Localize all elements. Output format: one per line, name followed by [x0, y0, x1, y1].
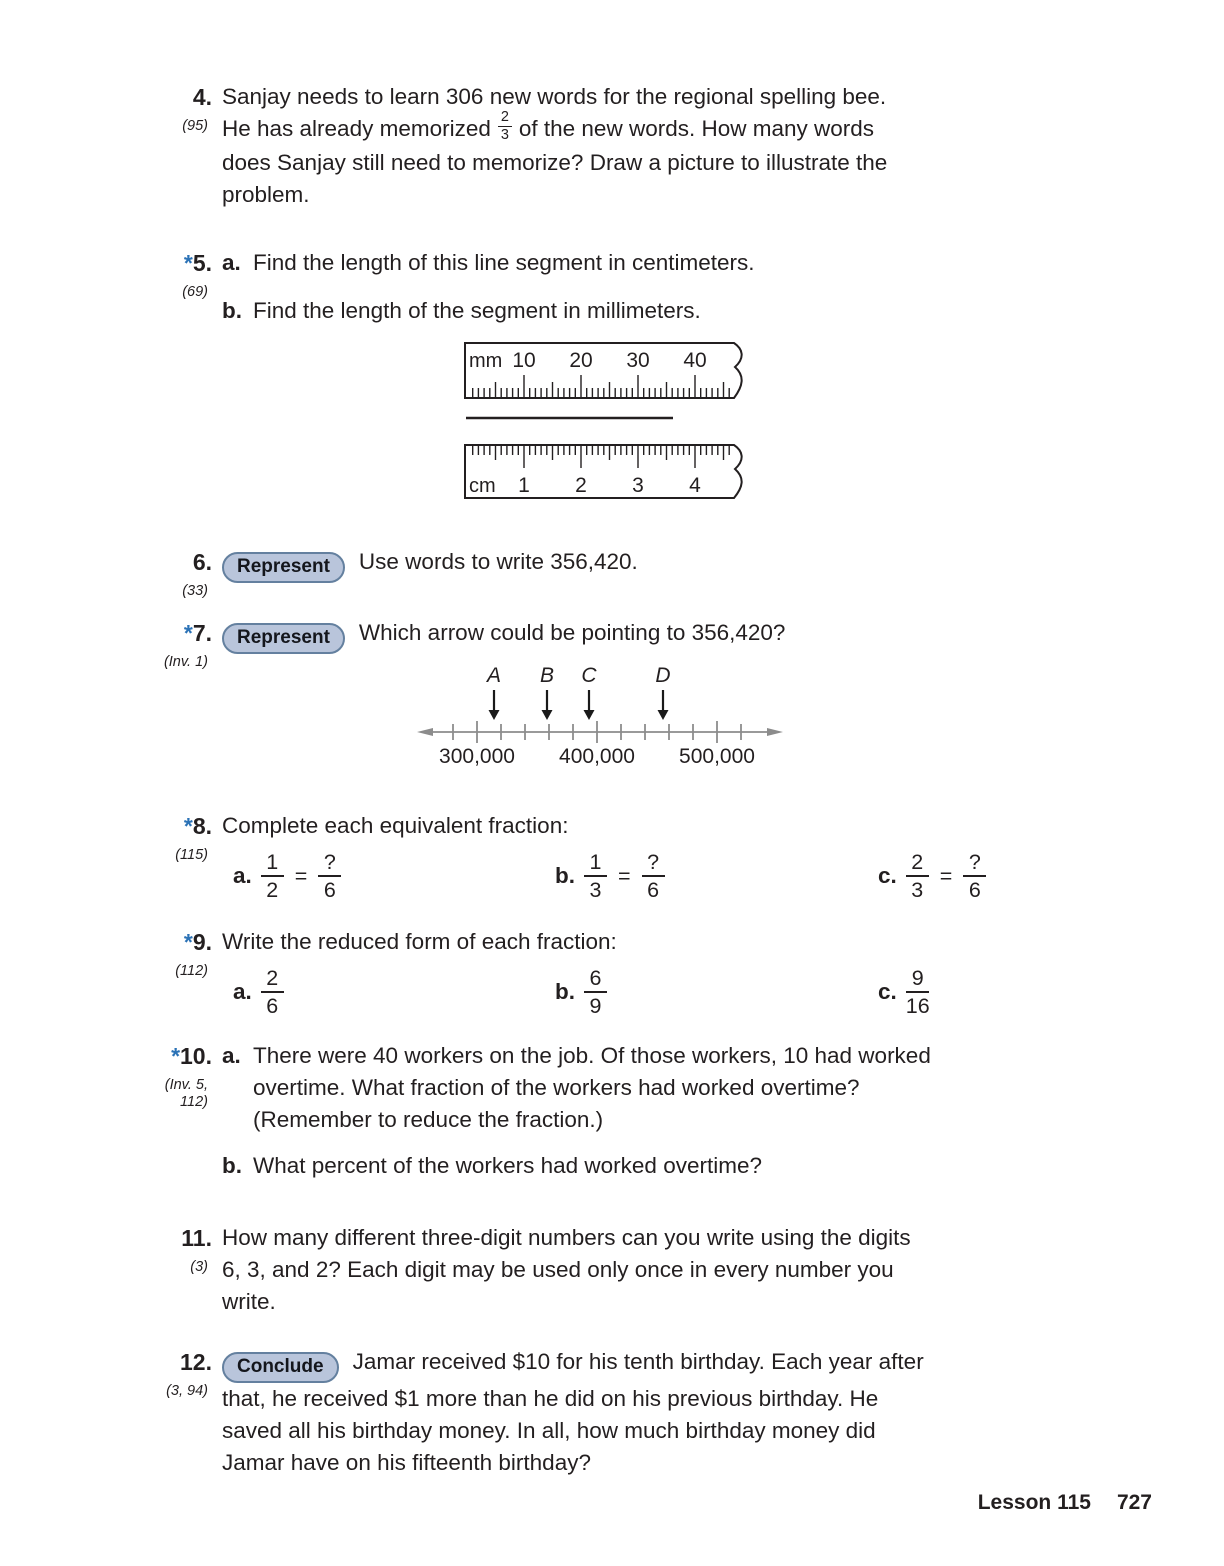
- cm-ruler-number: 4: [689, 474, 701, 497]
- text-line: that, he received $1 more than he did on his previous birthday. He: [222, 1385, 879, 1411]
- text-segment: Jamar received $10 for his tenth birthday. Each year after: [352, 1349, 924, 1374]
- footer-page-number: 727: [1116, 1491, 1152, 1514]
- represent-badge: Represent: [222, 623, 345, 654]
- text-line: 6, 3, and 2? Each digit may be used only once in every number you: [222, 1257, 894, 1282]
- fraction-denominator: 3: [500, 127, 509, 144]
- problem-number: 11.: [181, 1225, 212, 1251]
- text-line: does Sanjay still need to memorize? Draw a picture to illustrate the: [222, 150, 888, 175]
- text-segment: Which arrow could be pointing to 356,420?: [358, 620, 786, 645]
- fraction: [261, 850, 284, 902]
- text-segment: He has already memorized: [222, 116, 491, 141]
- star-icon: *: [183, 620, 193, 646]
- cm-ruler-number: 2: [575, 474, 587, 497]
- problem-number: 12.: [180, 1349, 212, 1375]
- text-line: Jamar have on his fifteenth birthday?: [222, 1449, 591, 1475]
- tick-label: 300,000: [439, 745, 515, 768]
- fraction-denominator: 6: [323, 878, 336, 903]
- fraction-numerator: ?: [642, 850, 665, 877]
- tick-label: 400,000: [559, 745, 635, 768]
- problem-6: [0, 546, 1224, 599]
- lesson-reference: (95): [182, 118, 208, 134]
- text-line: Find the length of this line segment in centimeters.: [253, 250, 755, 275]
- mm-ruler-number: 10: [512, 349, 536, 372]
- ruler-diagram: [455, 336, 755, 506]
- fraction-numerator: 1: [584, 850, 607, 877]
- problem-10-text: [222, 1040, 1224, 1182]
- problem-10-number-block: [0, 1040, 212, 1111]
- problem-12-text: [222, 1346, 1224, 1479]
- problem-11: [0, 1222, 1224, 1318]
- sub-item-label: c.: [878, 863, 897, 889]
- text-line: saved all his birthday money. In all, how much birthday money did: [222, 1417, 876, 1443]
- star-icon: *: [183, 813, 193, 839]
- star-icon: *: [183, 929, 193, 955]
- fraction-denominator: 3: [911, 878, 924, 903]
- fraction-numerator: 9: [906, 966, 929, 993]
- lesson-reference: (112): [175, 963, 208, 979]
- text-line: Write the reduced form of each fraction:: [222, 929, 617, 954]
- sub-item-lines: [253, 1040, 931, 1136]
- mm-ruler-number: 40: [683, 349, 707, 372]
- problem-number: 4.: [192, 84, 212, 110]
- text-line: [222, 546, 1224, 583]
- fraction: [642, 850, 665, 902]
- sub-item-label: c.: [878, 979, 897, 1005]
- fraction-denominator: 2: [266, 878, 279, 903]
- arrow-label: A: [486, 664, 502, 687]
- star-icon: *: [171, 1043, 181, 1069]
- lesson-reference: [0, 1077, 212, 1111]
- problem-6-text: [222, 546, 1224, 583]
- problem-7: [0, 617, 1224, 670]
- problem-4: [0, 81, 1224, 211]
- problem-10: [0, 1040, 1224, 1182]
- mm-ruler-unit: mm: [469, 350, 503, 372]
- pointer-arrow-heads: [489, 710, 669, 720]
- page-footer: [978, 1491, 1152, 1515]
- text-line: What percent of the workers had worked overtime?: [253, 1153, 762, 1178]
- fraction-numerator: 2: [261, 966, 284, 993]
- text-line: Sanjay needs to learn 306 new words for the regional spelling bee.: [222, 84, 887, 109]
- fraction-numerator: 6: [584, 966, 607, 993]
- problem-9: [0, 926, 1224, 1028]
- text-line: How many different three-digit numbers can you write using the digits: [222, 1225, 911, 1250]
- lesson-reference: (115): [175, 847, 208, 863]
- star-icon: *: [183, 250, 193, 276]
- problem-11-number-block: [0, 1222, 212, 1276]
- fraction-denominator: 3: [589, 878, 602, 903]
- arrow-label: B: [539, 664, 555, 687]
- sub-item-label: a.: [222, 1043, 241, 1068]
- arrow-label: D: [655, 664, 671, 687]
- problem-5: [0, 247, 1224, 327]
- sub-item-label: b.: [555, 863, 575, 889]
- problem-number: 10.: [180, 1043, 212, 1069]
- cm-ruler-number: 1: [518, 474, 530, 497]
- represent-badge: Represent: [222, 552, 345, 583]
- fraction-numerator: 2: [498, 110, 512, 127]
- lesson-reference: (3): [190, 1259, 208, 1275]
- text-segment: of the new words. How many words: [518, 116, 875, 141]
- sub-item-label: b.: [222, 1153, 242, 1178]
- fraction-item-a: [233, 966, 284, 1018]
- fraction-item-c: [878, 966, 930, 1018]
- fraction-numerator: 1: [261, 850, 284, 877]
- fraction: [906, 850, 929, 902]
- fraction: [584, 850, 607, 902]
- sub-item-label: b.: [555, 979, 575, 1005]
- sub-item-label: b.: [222, 298, 242, 323]
- numberline-diagram: [405, 658, 795, 773]
- fraction-row: [222, 966, 1224, 1028]
- problem-number: 6.: [192, 549, 212, 575]
- lesson-reference: (3, 94): [166, 1383, 208, 1399]
- fraction-row: [222, 850, 1224, 912]
- problem-6-number-block: [0, 546, 212, 600]
- fraction-numerator: ?: [318, 850, 341, 877]
- problem-11-text: [222, 1222, 1224, 1318]
- text-line: (Remember to reduce the fraction.): [253, 1107, 604, 1132]
- mm-ruler-number: 20: [569, 349, 593, 372]
- fraction-numerator: ?: [963, 850, 986, 877]
- problem-7-number-block: [0, 617, 212, 671]
- fraction-denominator: 6: [968, 878, 981, 903]
- problem-12-number-block: [0, 1346, 212, 1400]
- sub-item-a: [222, 1040, 1224, 1136]
- fraction-denominator: 9: [589, 994, 602, 1019]
- fraction-denominator: 6: [647, 878, 660, 903]
- fraction-denominator: 6: [266, 994, 279, 1019]
- problem-8: [0, 810, 1224, 912]
- equals-sign: =: [618, 864, 631, 889]
- text-line: [222, 617, 1224, 654]
- fraction: [906, 966, 930, 1018]
- problem-7-text: [222, 617, 1224, 654]
- problem-5-number-block: [0, 247, 212, 301]
- text-line: There were 40 workers on the job. Of those workers, 10 had worked: [253, 1043, 931, 1068]
- sub-item-a: [222, 247, 1224, 279]
- problem-9-number-block: [0, 926, 212, 980]
- text-line: write.: [222, 1289, 276, 1314]
- sub-item-label: a.: [222, 250, 241, 275]
- mm-ruler-number: 30: [626, 349, 650, 372]
- sub-item-label: a.: [233, 863, 252, 889]
- problem-12: [0, 1346, 1224, 1479]
- lesson-reference-line: (Inv. 5,: [164, 1077, 208, 1093]
- problem-9-text: [222, 926, 1224, 1028]
- text-segment: Use words to write 356,420.: [358, 549, 638, 574]
- problem-number: 9.: [192, 929, 212, 955]
- fraction-denominator: 16: [905, 994, 930, 1019]
- equals-sign: =: [939, 864, 953, 889]
- inline-fraction: [498, 110, 512, 144]
- problem-8-text: [222, 810, 1224, 912]
- arrow-label: C: [581, 664, 597, 687]
- text-line: overtime. What fraction of the workers had worked overtime?: [253, 1075, 860, 1100]
- fraction-item-a: [233, 850, 341, 902]
- cm-ruler-number: 3: [632, 474, 644, 497]
- equals-sign: =: [294, 864, 308, 889]
- problem-4-number-block: [0, 81, 212, 135]
- fraction: [963, 850, 986, 902]
- fraction: [261, 966, 284, 1018]
- lesson-reference: (69): [182, 284, 208, 300]
- text-line: Complete each equivalent fraction:: [222, 813, 569, 838]
- fraction-item-b: [555, 850, 665, 902]
- lesson-reference-line: 112): [180, 1094, 208, 1110]
- text-line: [222, 1346, 1224, 1383]
- problem-number: 5.: [192, 250, 212, 276]
- problem-5-text: [222, 247, 1224, 327]
- right-arrowhead-icon: [767, 728, 783, 736]
- sub-item-label: a.: [233, 979, 252, 1005]
- footer-lesson-label: Lesson 115: [977, 1491, 1091, 1514]
- fraction-item-b: [555, 966, 607, 1018]
- problem-number: 7.: [192, 620, 212, 646]
- pointer-arrow-stems: [494, 690, 663, 711]
- lesson-reference: (33): [182, 583, 208, 599]
- tick-label: 500,000: [679, 745, 755, 768]
- problem-4-text: [222, 81, 1224, 211]
- sub-item-b: [222, 295, 1224, 327]
- fraction: [318, 850, 341, 902]
- lesson-reference: (Inv. 1): [163, 654, 208, 670]
- cm-ruler-unit: cm: [469, 475, 496, 497]
- problem-number: 8.: [192, 813, 212, 839]
- fraction-item-c: [878, 850, 986, 902]
- fraction-numerator: 2: [906, 850, 929, 877]
- text-line: Find the length of the segment in millimeters.: [253, 298, 701, 323]
- conclude-badge: Conclude: [222, 1352, 339, 1383]
- text-line: problem.: [222, 182, 310, 207]
- fraction: [584, 966, 607, 1018]
- sub-item-b: [222, 1150, 1224, 1182]
- text-line: [222, 109, 1224, 147]
- problem-8-number-block: [0, 810, 212, 864]
- left-arrowhead-icon: [417, 728, 433, 736]
